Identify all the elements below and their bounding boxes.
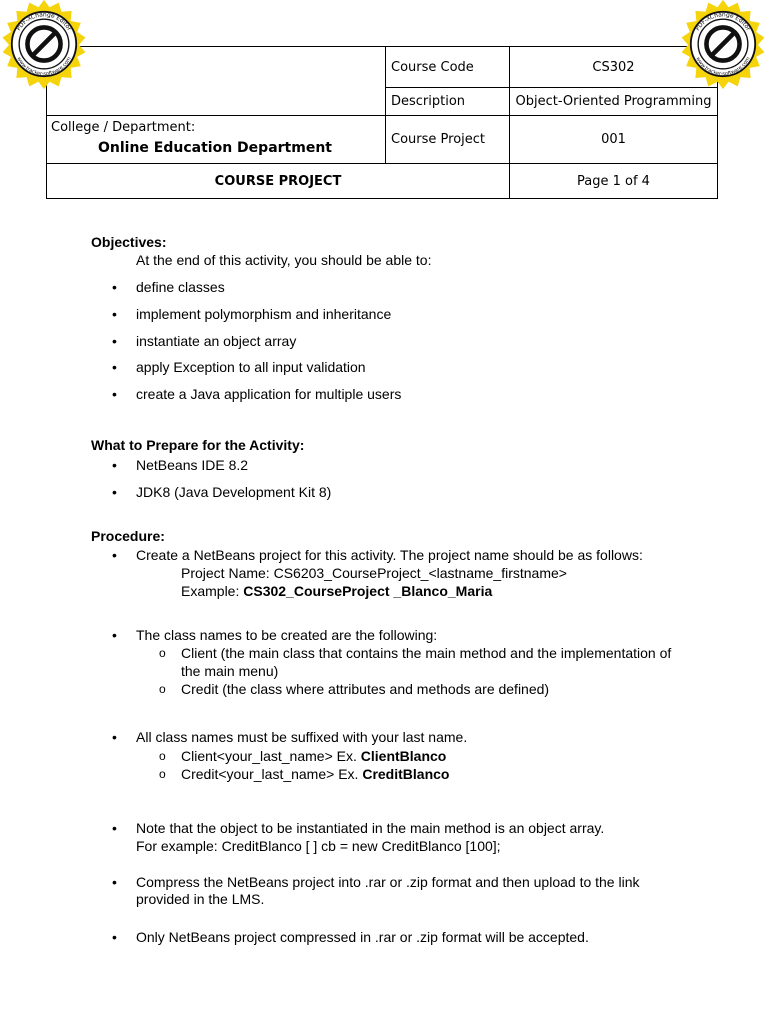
procedure-step: All class names must be suffixed with your last name. [136,729,468,745]
bullet-icon: • [112,820,117,836]
badge-text-top: PDF-XChange Editor [694,11,752,33]
suffix-item [181,766,449,783]
course-code-value: CS302 [510,47,718,88]
suffix-example: ClientBlanco [360,748,447,764]
procedure-step-continued: For example: CreditBlanco [ ] cb = new CreditBlanco [100]; [136,838,501,854]
prepare-heading: What to Prepare for the Activity: [91,437,305,453]
course-code-label: Course Code [386,47,510,88]
suffix-example: CreditBlanco [362,766,450,782]
sub-bullet-icon: o [159,767,166,781]
bullet-icon: • [112,929,117,945]
badge-text-bottom: www.tracker-software.com [15,56,73,78]
example-label: Example: [181,583,244,599]
bullet-icon: • [112,729,117,745]
bullet-icon: • [112,333,117,349]
suffix-text: Client<your_last_name> Ex. [181,748,361,764]
bullet-icon: • [112,457,117,473]
badge-text-bottom: www.tracker-software.com [694,56,752,78]
objective-item: apply Exception to all input validation [136,359,366,375]
bullet-icon: • [112,547,117,563]
department-name: Online Education Department [98,140,332,156]
procedure-step: Compress the NetBeans project into .rar or .zip format and then upload to the link [136,874,640,890]
pdf-xchange-badge-right[interactable] [677,0,768,90]
bullet-icon: • [112,386,117,402]
department-cell [47,116,386,164]
bullet-icon: • [112,484,117,500]
course-header-table [46,46,718,199]
objective-item: define classes [136,279,225,295]
objective-item: create a Java application for multiple users [136,386,402,402]
page-title: COURSE PROJECT [47,164,510,199]
objectives-intro: At the end of this activity, you should be able to: [136,252,432,268]
sub-bullet-icon: o [159,682,166,696]
class-item-continued: the main menu) [181,663,279,679]
prepare-item: JDK8 (Java Development Kit 8) [136,484,332,500]
description-label: Description [386,88,510,116]
pdf-xchange-badge-icon [0,0,90,90]
pdf-xchange-badge-icon [677,0,768,90]
example-value: CS302_CourseProject _Blanco_Maria [243,583,493,599]
page-number: Page 1 of 4 [510,164,718,199]
bullet-icon: • [112,359,117,375]
objective-item: implement polymorphism and inheritance [136,306,392,322]
procedure-step: The class names to be created are the following: [136,627,438,643]
course-project-label: Course Project [386,116,510,164]
class-item: Client (the main class that contains the main method and the implementation of [181,645,672,661]
class-item: Credit (the class where attributes and methods are defined) [181,681,550,697]
procedure-step-continued: provided in the LMS. [136,891,265,907]
sub-bullet-icon: o [159,749,166,763]
objective-item: instantiate an object array [136,333,297,349]
bullet-icon: • [112,874,117,890]
prepare-item: NetBeans IDE 8.2 [136,457,249,473]
procedure-heading: Procedure: [91,528,165,544]
bullet-icon: • [112,627,117,643]
logo-cell [47,47,386,116]
project-example [181,583,492,600]
suffix-text: Credit<your_last_name> Ex. [181,766,363,782]
procedure-step: Only NetBeans project compressed in .rar or .zip format will be accepted. [136,929,589,945]
bullet-icon: • [112,279,117,295]
suffix-item [181,748,446,765]
description-value: Object-Oriented Programming [510,88,718,116]
badge-text-top: PDF-XChange Editor [15,11,73,33]
pdf-xchange-badge-left[interactable] [0,0,90,90]
project-name: Project Name: CS6203_CourseProject_<lastname_firstname> [181,565,567,581]
procedure-step: Create a NetBeans project for this activity. The project name should be as follows: [136,547,643,563]
bullet-icon: • [112,306,117,322]
procedure-step: Note that the object to be instantiated in the main method is an object array. [136,820,605,836]
objectives-heading: Objectives: [91,234,167,250]
college-label: College / Department: [51,120,196,135]
sub-bullet-icon: o [159,646,166,660]
course-project-value: 001 [510,116,718,164]
